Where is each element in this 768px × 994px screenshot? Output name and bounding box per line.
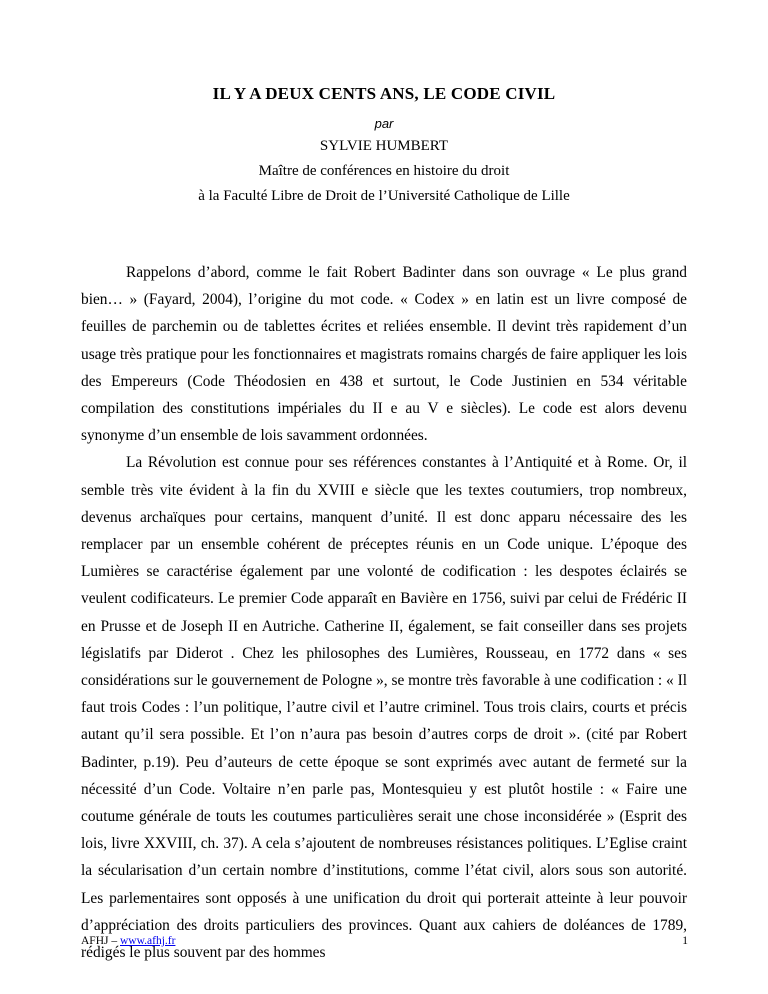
footer-prefix: AFHJ –	[81, 935, 120, 947]
document-title: IL Y A DEUX CENTS ANS, LE CODE CIVIL	[212, 84, 556, 103]
author-role: Maître de conférences en histoire du droit	[258, 163, 510, 179]
by-label: par	[374, 116, 394, 131]
footer-source	[81, 935, 175, 947]
paragraph-1: Rappelons d’abord, comme le fait Robert Badinter dans son ouvrage « Le plus grand bien… » (Fayard, 2004), l’origine du mot code. « Codex » en latin est un livre composé de feuilles de parchemin ou de tablettes écrites et reliées ensemble. Il devint très rapidement d’un usage très pratique pour les fonctionnaires et magistrats romains chargés de faire appliquer les lois des Empereurs (Code Théodosien en 438 et surtout, le Code Justinien en 534 véritable compilation des constitutions impériales du II e au V e siècles). Le code est alors devenu synonyme d’un ensemble de lois savamment ordonnées.	[81, 264, 687, 445]
author-name: SYLVIE HUMBERT	[319, 138, 449, 154]
page-number: 1	[682, 935, 688, 947]
website-link[interactable]: www.afhj.fr	[119, 935, 176, 947]
article-body	[81, 259, 687, 966]
author-institution: à la Faculté Libre de Droit de l’Université Catholique de Lille	[198, 188, 570, 204]
paragraph-2: La Révolution est connue pour ses références constantes à l’Antiquité et à Rome. Or, il semble très vite évident à la fin du XVIII e siècle que les textes coutumiers, trop nombreux, devenus archaïques pour certains, manquent d’unité. Il est donc apparu nécessaire des les remplacer par un ensemble cohérent de préceptes réunis en un Code unique. L’époque des Lumières se caractérise également par une volonté de codification : les despotes éclairés se veulent codificateurs. Le premier Code apparaît en Bavière en 1756, suivi par celui de Frédéric II en Prusse et de Joseph II en Autriche. Catherine II, également, se fait conseiller dans ses projets législatifs par Diderot . Chez les philosophes des Lumières, Rousseau, en 1772 dans « ses considérations sur le gouvernement de Pologne », se montre très favorable à une codification : « Il faut trois Codes : l’un politique, l’autre civil et l’autre criminel. Tous trois clairs, courts et précis autant qu’il sera possible. Et l’on n’aura pas besoin d’autres corps de droit ». (cité par Robert Badinter, p.19). Peu d’auteurs de cette époque se sont exprimés avec autant de fermeté sur la nécessité d’un Code. Voltaire n’en parle pas, Montesquieu y est plutôt hostile : « Faire une coutume générale de touts les coutumes particulières serait une chose inconsidérée » (Esprit des lois, livre XXVIII, ch. 37). A cela s’ajoutent de nombreuses résistances politiques. L’Eglise craint la sécularisation d’un certain nombre d’institutions, comme l’état civil, alors sous son autorité. Les parlementaires sont opposés à une unification du droit qui porterait atteinte à leur pouvoir d’appréciation des droits particuliers des provinces. Quant aux cahiers de doléances de 1789, rédigés le plus souvent par des hommes	[81, 454, 687, 962]
